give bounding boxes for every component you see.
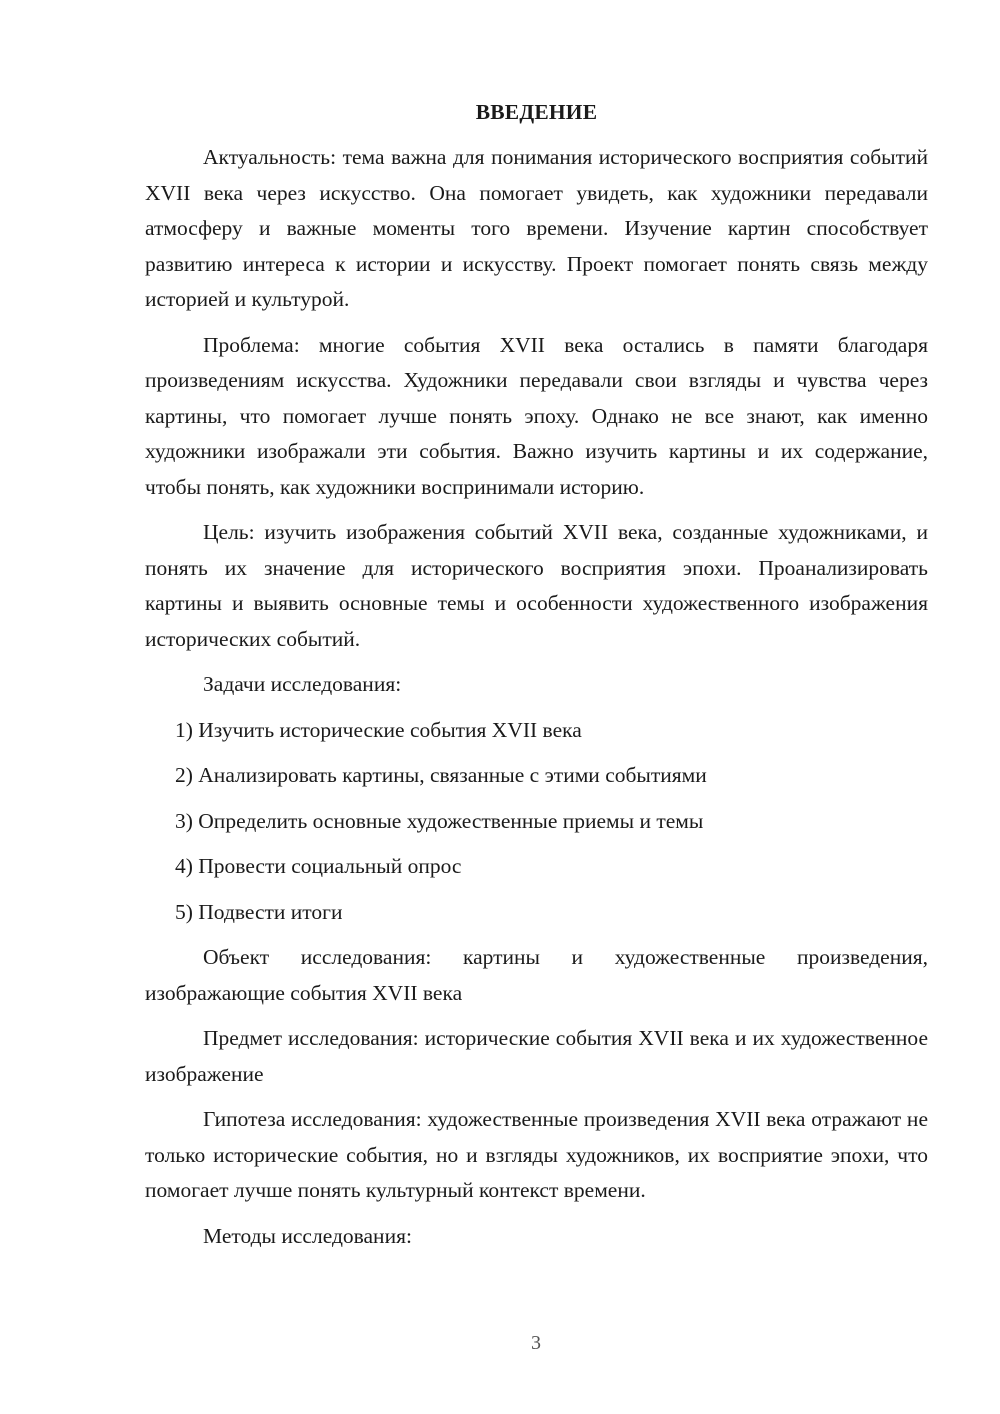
relevance-paragraph: Актуальность: тема важна для понимания исторического восприятия событий XVII века через искусство. Она помогает увидеть, как художники передавали атмосферу и важные моменты того времени. Изучение картин способствует развитию интереса к истории и искусству. Проект помогает понять связь между историей и культурой.	[145, 145, 928, 311]
task-item: 4) Провести социальный опрос	[175, 854, 462, 878]
task-item: 1) Изучить исторические события XVII века	[175, 717, 582, 742]
tasks-heading: Задачи исследования:	[203, 672, 402, 696]
task-item: 2) Анализировать картины, связанные с этими событиями	[175, 763, 707, 787]
page-content	[145, 95, 928, 1254]
subject-paragraph: Предмет исследования: исторические события XVII века и их художественное изображение	[145, 1026, 928, 1086]
task-item: 5) Подвести итоги	[175, 899, 343, 924]
methods-heading: Методы исследования:	[203, 1223, 412, 1248]
object-paragraph: Объект исследования: картины и художественные произведения, изображающие события XVII века	[145, 945, 928, 1005]
problem-paragraph: Проблема: многие события XVII века остались в памяти благодаря произведениям искусства. Художники передавали свои взгляды и чувства через картины, что помогает лучше понять эпоху. Однако не все знают, как именно художники изображали эти события. Важно изучить картины и их содержание, чтобы понять, как художники воспринимали историю.	[145, 332, 928, 499]
page-number: 3	[531, 1332, 541, 1354]
page-title: ВВЕДЕНИЕ	[475, 100, 598, 124]
task-item: 3) Определить основные художественные приемы и темы	[175, 808, 704, 833]
goal-paragraph: Цель: изучить изображения событий XVII века, созданные художниками, и понять их значение для исторического восприятия эпохи. Проанализировать картины и выявить основные темы и особенности художественного изображения исторических событий.	[145, 520, 928, 651]
hypothesis-paragraph: Гипотеза исследования: художественные произведения XVII века отражают не только исторические события, но и взгляды художников, их восприятие эпохи, что помогает лучше понять культурный контекст времени.	[145, 1107, 928, 1202]
